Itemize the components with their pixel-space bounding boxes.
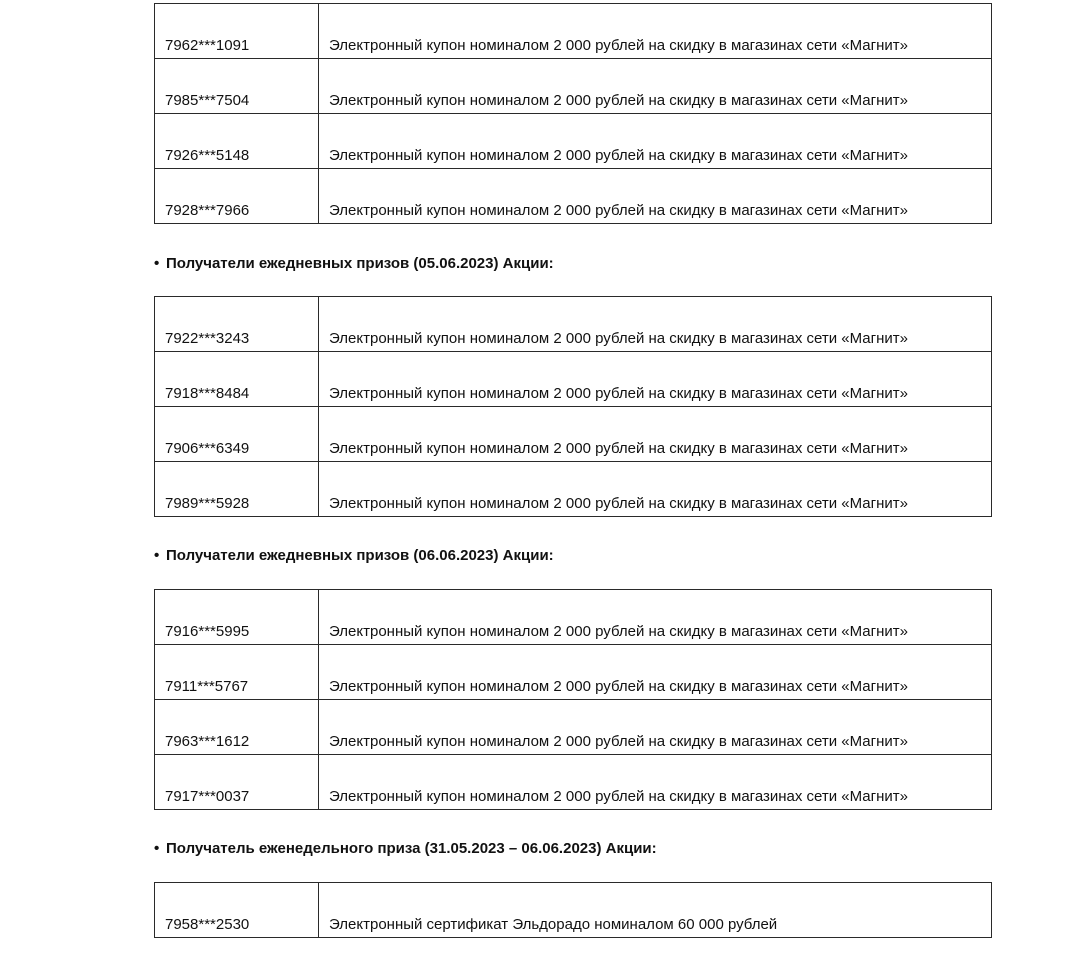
prize-cell: Электронный купон номиналом 2 000 рублей на скидку в магазинах сети «Магнит»	[319, 4, 992, 59]
table-row	[155, 169, 992, 224]
section-heading-text: Получатели ежедневных призов (06.06.2023) Акции:	[166, 547, 554, 564]
phone-cell: 7911***5767	[155, 645, 319, 700]
table-row	[155, 407, 992, 462]
phone-cell: 7985***7504	[155, 59, 319, 114]
winners-table	[154, 882, 992, 938]
section-heading-text: Получатели ежедневных призов (05.06.2023) Акции:	[166, 255, 554, 272]
winners-table-section-2	[154, 589, 992, 810]
phone-cell: 7958***2530	[155, 883, 319, 938]
winners-table	[154, 589, 992, 810]
bullet-icon: •	[154, 840, 160, 857]
section-heading-daily-0606	[154, 547, 554, 565]
prize-cell: Электронный купон номиналом 2 000 рублей на скидку в магазинах сети «Магнит»	[319, 700, 992, 755]
prize-cell: Электронный купон номиналом 2 000 рублей на скидку в магазинах сети «Магнит»	[319, 590, 992, 645]
table-row	[155, 462, 992, 517]
phone-cell: 7962***1091	[155, 4, 319, 59]
winners-table-section-0	[154, 3, 992, 224]
table-row	[155, 4, 992, 59]
prize-cell: Электронный купон номиналом 2 000 рублей на скидку в магазинах сети «Магнит»	[319, 114, 992, 169]
table-row	[155, 700, 992, 755]
phone-cell: 7916***5995	[155, 590, 319, 645]
prize-cell: Электронный купон номиналом 2 000 рублей на скидку в магазинах сети «Магнит»	[319, 297, 992, 352]
phone-cell: 7989***5928	[155, 462, 319, 517]
table-row	[155, 59, 992, 114]
prize-cell: Электронный сертификат Эльдорадо номиналом 60 000 рублей	[319, 883, 992, 938]
phone-cell: 7926***5148	[155, 114, 319, 169]
phone-cell: 7928***7966	[155, 169, 319, 224]
prize-cell: Электронный купон номиналом 2 000 рублей на скидку в магазинах сети «Магнит»	[319, 755, 992, 810]
bullet-icon: •	[154, 547, 160, 564]
prize-cell: Электронный купон номиналом 2 000 рублей на скидку в магазинах сети «Магнит»	[319, 352, 992, 407]
winners-table	[154, 296, 992, 517]
phone-cell: 7918***8484	[155, 352, 319, 407]
table-row	[155, 114, 992, 169]
winners-table-section-3	[154, 882, 992, 938]
prize-cell: Электронный купон номиналом 2 000 рублей на скидку в магазинах сети «Магнит»	[319, 645, 992, 700]
phone-cell: 7906***6349	[155, 407, 319, 462]
winners-table	[154, 3, 992, 224]
phone-cell: 7917***0037	[155, 755, 319, 810]
phone-cell: 7963***1612	[155, 700, 319, 755]
section-heading-text: Получатель еженедельного приза (31.05.2023 – 06.06.2023) Акции:	[166, 840, 657, 857]
table-row	[155, 352, 992, 407]
table-row	[155, 590, 992, 645]
prize-cell: Электронный купон номиналом 2 000 рублей на скидку в магазинах сети «Магнит»	[319, 462, 992, 517]
bullet-icon: •	[154, 255, 160, 272]
phone-cell: 7922***3243	[155, 297, 319, 352]
section-heading-weekly	[154, 840, 657, 858]
section-heading-daily-0506	[154, 255, 554, 273]
table-row	[155, 883, 992, 938]
prize-cell: Электронный купон номиналом 2 000 рублей на скидку в магазинах сети «Магнит»	[319, 407, 992, 462]
table-row	[155, 297, 992, 352]
prize-cell: Электронный купон номиналом 2 000 рублей на скидку в магазинах сети «Магнит»	[319, 169, 992, 224]
prize-cell: Электронный купон номиналом 2 000 рублей на скидку в магазинах сети «Магнит»	[319, 59, 992, 114]
table-row	[155, 645, 992, 700]
table-row	[155, 755, 992, 810]
winners-table-section-1	[154, 296, 992, 517]
